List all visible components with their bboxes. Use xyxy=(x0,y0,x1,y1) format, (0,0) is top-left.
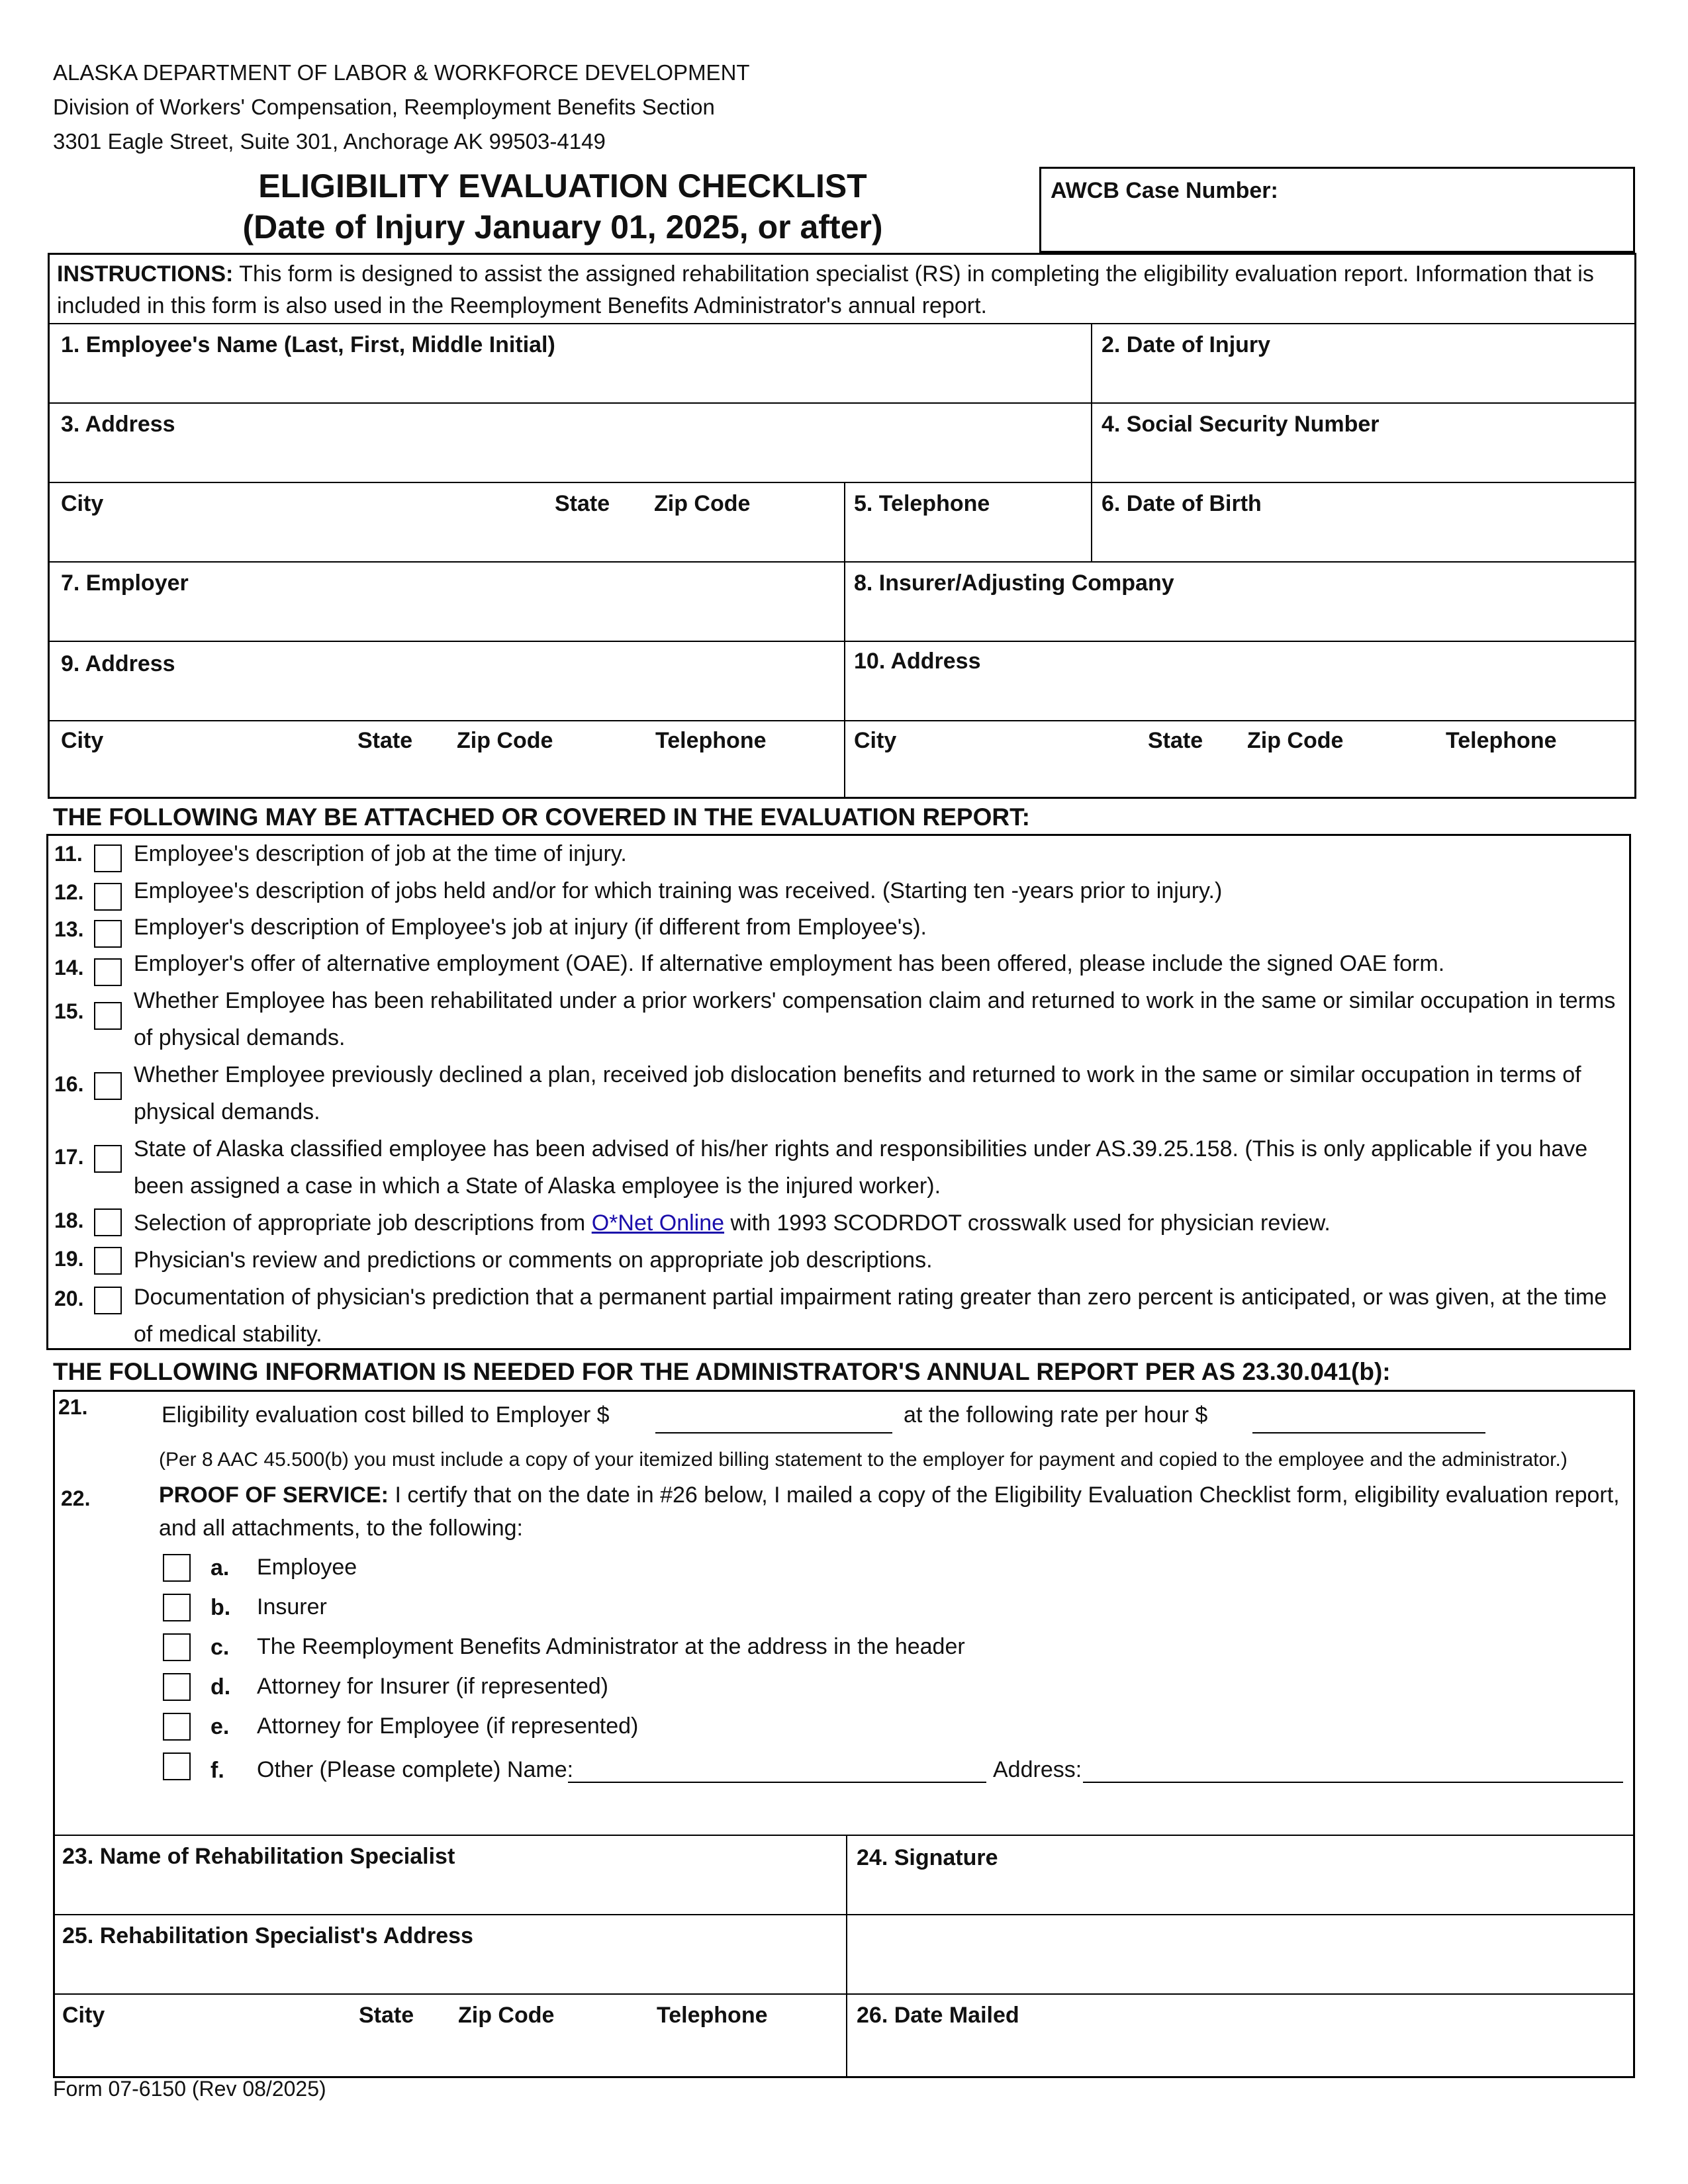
checkbox-item-19[interactable] xyxy=(94,1247,122,1275)
employee-name-field[interactable] xyxy=(61,363,1080,396)
telephone-label: 5. Telephone xyxy=(854,491,990,516)
divider-vertical xyxy=(844,482,845,798)
rs-address-label: 25. Rehabilitation Specialist's Address xyxy=(62,1923,473,1948)
item-text: Physician's review and predictions or comments on appropriate job descriptions. xyxy=(134,1248,933,1273)
recipient-letter: a. xyxy=(211,1555,230,1580)
zip-label: Zip Code xyxy=(654,491,751,516)
item-text: Employer's description of Employee's job at injury (if different from Employee's). xyxy=(134,915,927,940)
date-of-injury-field[interactable] xyxy=(1102,363,1624,396)
recipient-text: The Reemployment Benefits Administrator at the address in the header xyxy=(257,1634,965,1659)
proof-of-service-text: I certify that on the date in #26 below, I mailed a copy of the Eligibility Evaluation Checklist form, eligibility evaluation report, and all attachments, to the following: xyxy=(159,1482,1620,1541)
attached-section-heading: THE FOLLOWING MAY BE ATTACHED OR COVERED IN THE EVALUATION REPORT: xyxy=(53,803,1030,831)
rs-address-field[interactable] xyxy=(62,1952,837,1987)
insurer-label: 8. Insurer/Adjusting Company xyxy=(854,570,1174,596)
employer-zip-label: Zip Code xyxy=(457,728,553,753)
recipient-text: Insurer xyxy=(257,1594,327,1619)
state-label: State xyxy=(555,491,610,516)
item-text xyxy=(134,1205,1617,1242)
divider xyxy=(53,1835,1635,1836)
item-text: Whether Employee has been rehabilitated under a prior workers' compensation claim and returned to work in the same or similar occupation in terms of physical demands. xyxy=(134,988,1616,1050)
recipient-letter: f. xyxy=(211,1758,224,1783)
item-text: Employer's offer of alternative employment (OAE). If alternative employment has been offered, please include the signed OAE form. xyxy=(134,951,1445,976)
other-name-label: Other (Please complete) Name: xyxy=(257,1757,574,1782)
item-number: 20. xyxy=(54,1287,84,1310)
date-mailed-field[interactable] xyxy=(857,2032,1624,2069)
checkbox-item-13[interactable] xyxy=(94,920,122,948)
item-22-number: 22. xyxy=(61,1486,91,1510)
insurer-address-field[interactable] xyxy=(854,682,1625,715)
divider xyxy=(48,561,1636,563)
employer-label: 7. Employer xyxy=(61,570,189,596)
date-of-injury-label: 2. Date of Injury xyxy=(1102,332,1271,357)
recipient-text: Employee xyxy=(257,1555,357,1580)
insurer-city-label: City xyxy=(854,728,897,753)
rs-state-label: State xyxy=(359,2003,414,2028)
checkbox-administrator[interactable] xyxy=(163,1633,191,1661)
recipient-text: Attorney for Insurer (if represented) xyxy=(257,1674,609,1699)
onet-online-link[interactable]: O*Net Online xyxy=(591,1210,725,1236)
insurer-address-label: 10. Address xyxy=(854,649,981,674)
recipient-letter: c. xyxy=(211,1635,230,1660)
item-text: Documentation of physician's prediction that a permanent partial impairment rating greater than zero percent is anticipated, or was given, at the time of medical stability. xyxy=(134,1285,1607,1347)
checkbox-item-18[interactable] xyxy=(94,1208,122,1236)
insurer-field[interactable] xyxy=(854,601,1625,634)
employer-telephone-label: Telephone xyxy=(655,728,767,753)
employer-city-label: City xyxy=(61,728,104,753)
divider xyxy=(53,1993,1635,1995)
rs-city-field[interactable] xyxy=(62,2032,837,2069)
divider xyxy=(48,641,1636,642)
item-number: 16. xyxy=(54,1072,84,1096)
ssn-field[interactable] xyxy=(1102,442,1624,475)
checkbox-attorney-employee[interactable] xyxy=(163,1713,191,1741)
other-address-input[interactable] xyxy=(1083,1782,1623,1783)
address-label: 3. Address xyxy=(61,412,175,437)
divider-vertical xyxy=(1091,323,1092,561)
signature-label: 24. Signature xyxy=(857,1845,998,1870)
item-21-note: (Per 8 AAC 45.500(b) you must include a copy of your itemized billing statement to the employer for payment and copied to the employee and the administrator.) xyxy=(159,1449,1568,1471)
admin-section-heading: THE FOLLOWING INFORMATION IS NEEDED FOR THE ADMINISTRATOR'S ANNUAL REPORT PER AS 23.30.041(b): xyxy=(53,1358,1391,1385)
rs-telephone-label: Telephone xyxy=(657,2003,768,2028)
item-18-text-after: with 1993 SCODRDOT crosswalk used for physician review. xyxy=(724,1210,1331,1236)
divider xyxy=(48,402,1636,404)
rs-city-label: City xyxy=(62,2003,105,2028)
item-text: Whether Employee previously declined a plan, received job dislocation benefits and returned to work in the same or similar occupation in terms of physical demands. xyxy=(134,1062,1581,1124)
item-21-text: Eligibility evaluation cost billed to Employer $ xyxy=(162,1402,610,1428)
agency-address: 3301 Eagle Street, Suite 301, Anchorage AK 99503-4149 xyxy=(53,129,606,154)
insurer-state-label: State xyxy=(1148,728,1203,753)
other-address-label: Address: xyxy=(993,1757,1082,1782)
telephone-field[interactable] xyxy=(854,522,1086,555)
insurer-city-field[interactable] xyxy=(854,758,1625,792)
rs-name-field[interactable] xyxy=(62,1873,837,1907)
checkbox-item-14[interactable] xyxy=(94,958,122,986)
item-text: Employee's description of jobs held and/or for which training was received. (Starting ten -years prior to injury.) xyxy=(134,878,1223,903)
checkbox-item-11[interactable] xyxy=(94,844,122,872)
item-text: Employee's description of job at the time of injury. xyxy=(134,841,627,866)
instructions-text: This form is designed to assist the assigned rehabilitation specialist (RS) in completing the eligibility evaluation report. Information that is included in this form is also used in the Reemployment Benefits Administrator's annual report. xyxy=(57,261,1594,318)
item-21-number: 21. xyxy=(58,1395,88,1419)
instructions-label: INSTRUCTIONS: xyxy=(57,261,234,287)
item-number: 18. xyxy=(54,1208,84,1232)
checkbox-item-20[interactable] xyxy=(94,1287,122,1314)
divider xyxy=(48,323,1636,324)
ssn-label: 4. Social Security Number xyxy=(1102,412,1380,437)
divider xyxy=(53,1914,1635,1915)
item-number: 17. xyxy=(54,1145,84,1169)
employer-address-field[interactable] xyxy=(61,682,835,715)
checkbox-item-15[interactable] xyxy=(94,1002,122,1030)
rs-zip-label: Zip Code xyxy=(458,2003,555,2028)
divider-vertical xyxy=(846,1835,847,2078)
checkbox-other[interactable] xyxy=(163,1752,191,1780)
rs-name-label: 23. Name of Rehabilitation Specialist xyxy=(62,1844,455,1869)
employer-city-field[interactable] xyxy=(61,758,835,792)
date-of-birth-field[interactable] xyxy=(1102,522,1624,555)
form-title-line2: (Date of Injury January 01, 2025, or after) xyxy=(242,208,883,246)
item-number: 14. xyxy=(54,956,84,979)
city-state-zip-field[interactable] xyxy=(61,522,835,555)
address-field[interactable] xyxy=(61,442,1080,475)
item-text: State of Alaska classified employee has been advised of his/her rights and responsibilities under AS.39.25.158. (This is only applicable if you have been assigned a case in which a State of Alaska employee is the injured worker). xyxy=(134,1136,1588,1199)
item-21-rate-text: at the following rate per hour $ xyxy=(904,1402,1208,1428)
item-number: 12. xyxy=(54,880,84,904)
divider xyxy=(48,720,1636,721)
checkbox-item-17[interactable] xyxy=(94,1145,122,1173)
form-title-line1: ELIGIBILITY EVALUATION CHECKLIST xyxy=(258,167,867,205)
recipient-text: Attorney for Employee (if represented) xyxy=(257,1713,639,1739)
checkbox-insurer[interactable] xyxy=(163,1594,191,1621)
date-mailed-label: 26. Date Mailed xyxy=(857,2003,1019,2028)
item-number: 13. xyxy=(54,917,84,941)
item-18-text-before: Selection of appropriate job descriptions from xyxy=(134,1210,592,1236)
insurer-zip-label: Zip Code xyxy=(1247,728,1344,753)
item-number: 11. xyxy=(54,842,83,866)
employer-state-label: State xyxy=(357,728,413,753)
divider xyxy=(48,482,1636,483)
agency-name: ALASKA DEPARTMENT OF LABOR & WORKFORCE DEVELOPMENT xyxy=(53,60,750,85)
recipient-letter: e. xyxy=(211,1714,230,1739)
division-name: Division of Workers' Compensation, Reemployment Benefits Section xyxy=(53,95,715,119)
form-number: Form 07-6150 (Rev 08/2025) xyxy=(53,2077,326,2101)
case-number-box[interactable] xyxy=(1039,167,1635,253)
proof-of-service-label: PROOF OF SERVICE: xyxy=(159,1482,389,1508)
employee-name-label: 1. Employee's Name (Last, First, Middle Initial) xyxy=(61,332,555,357)
checkbox-employee[interactable] xyxy=(163,1554,191,1582)
hourly-rate-input[interactable] xyxy=(1252,1432,1485,1433)
form-title xyxy=(99,165,1026,248)
cost-billed-input[interactable] xyxy=(655,1432,892,1433)
other-name-input[interactable] xyxy=(568,1782,986,1783)
checkbox-item-12[interactable] xyxy=(94,883,122,911)
city-label: City xyxy=(61,491,104,516)
recipient-letter: b. xyxy=(211,1595,231,1620)
case-number-label: AWCB Case Number: xyxy=(1051,178,1278,203)
item-number: 19. xyxy=(54,1247,84,1271)
signature-extra-field[interactable] xyxy=(857,1923,1624,1987)
signature-field[interactable] xyxy=(857,1873,1624,1907)
recipient-letter: d. xyxy=(211,1674,231,1700)
item-22-text xyxy=(159,1479,1622,1545)
item-number: 15. xyxy=(54,999,84,1023)
instructions xyxy=(57,258,1626,322)
employer-address-label: 9. Address xyxy=(61,651,175,676)
checkbox-item-16[interactable] xyxy=(94,1072,122,1100)
checkbox-attorney-insurer[interactable] xyxy=(163,1673,191,1701)
date-of-birth-label: 6. Date of Birth xyxy=(1102,491,1262,516)
employer-field[interactable] xyxy=(61,601,835,634)
insurer-telephone-label: Telephone xyxy=(1446,728,1557,753)
